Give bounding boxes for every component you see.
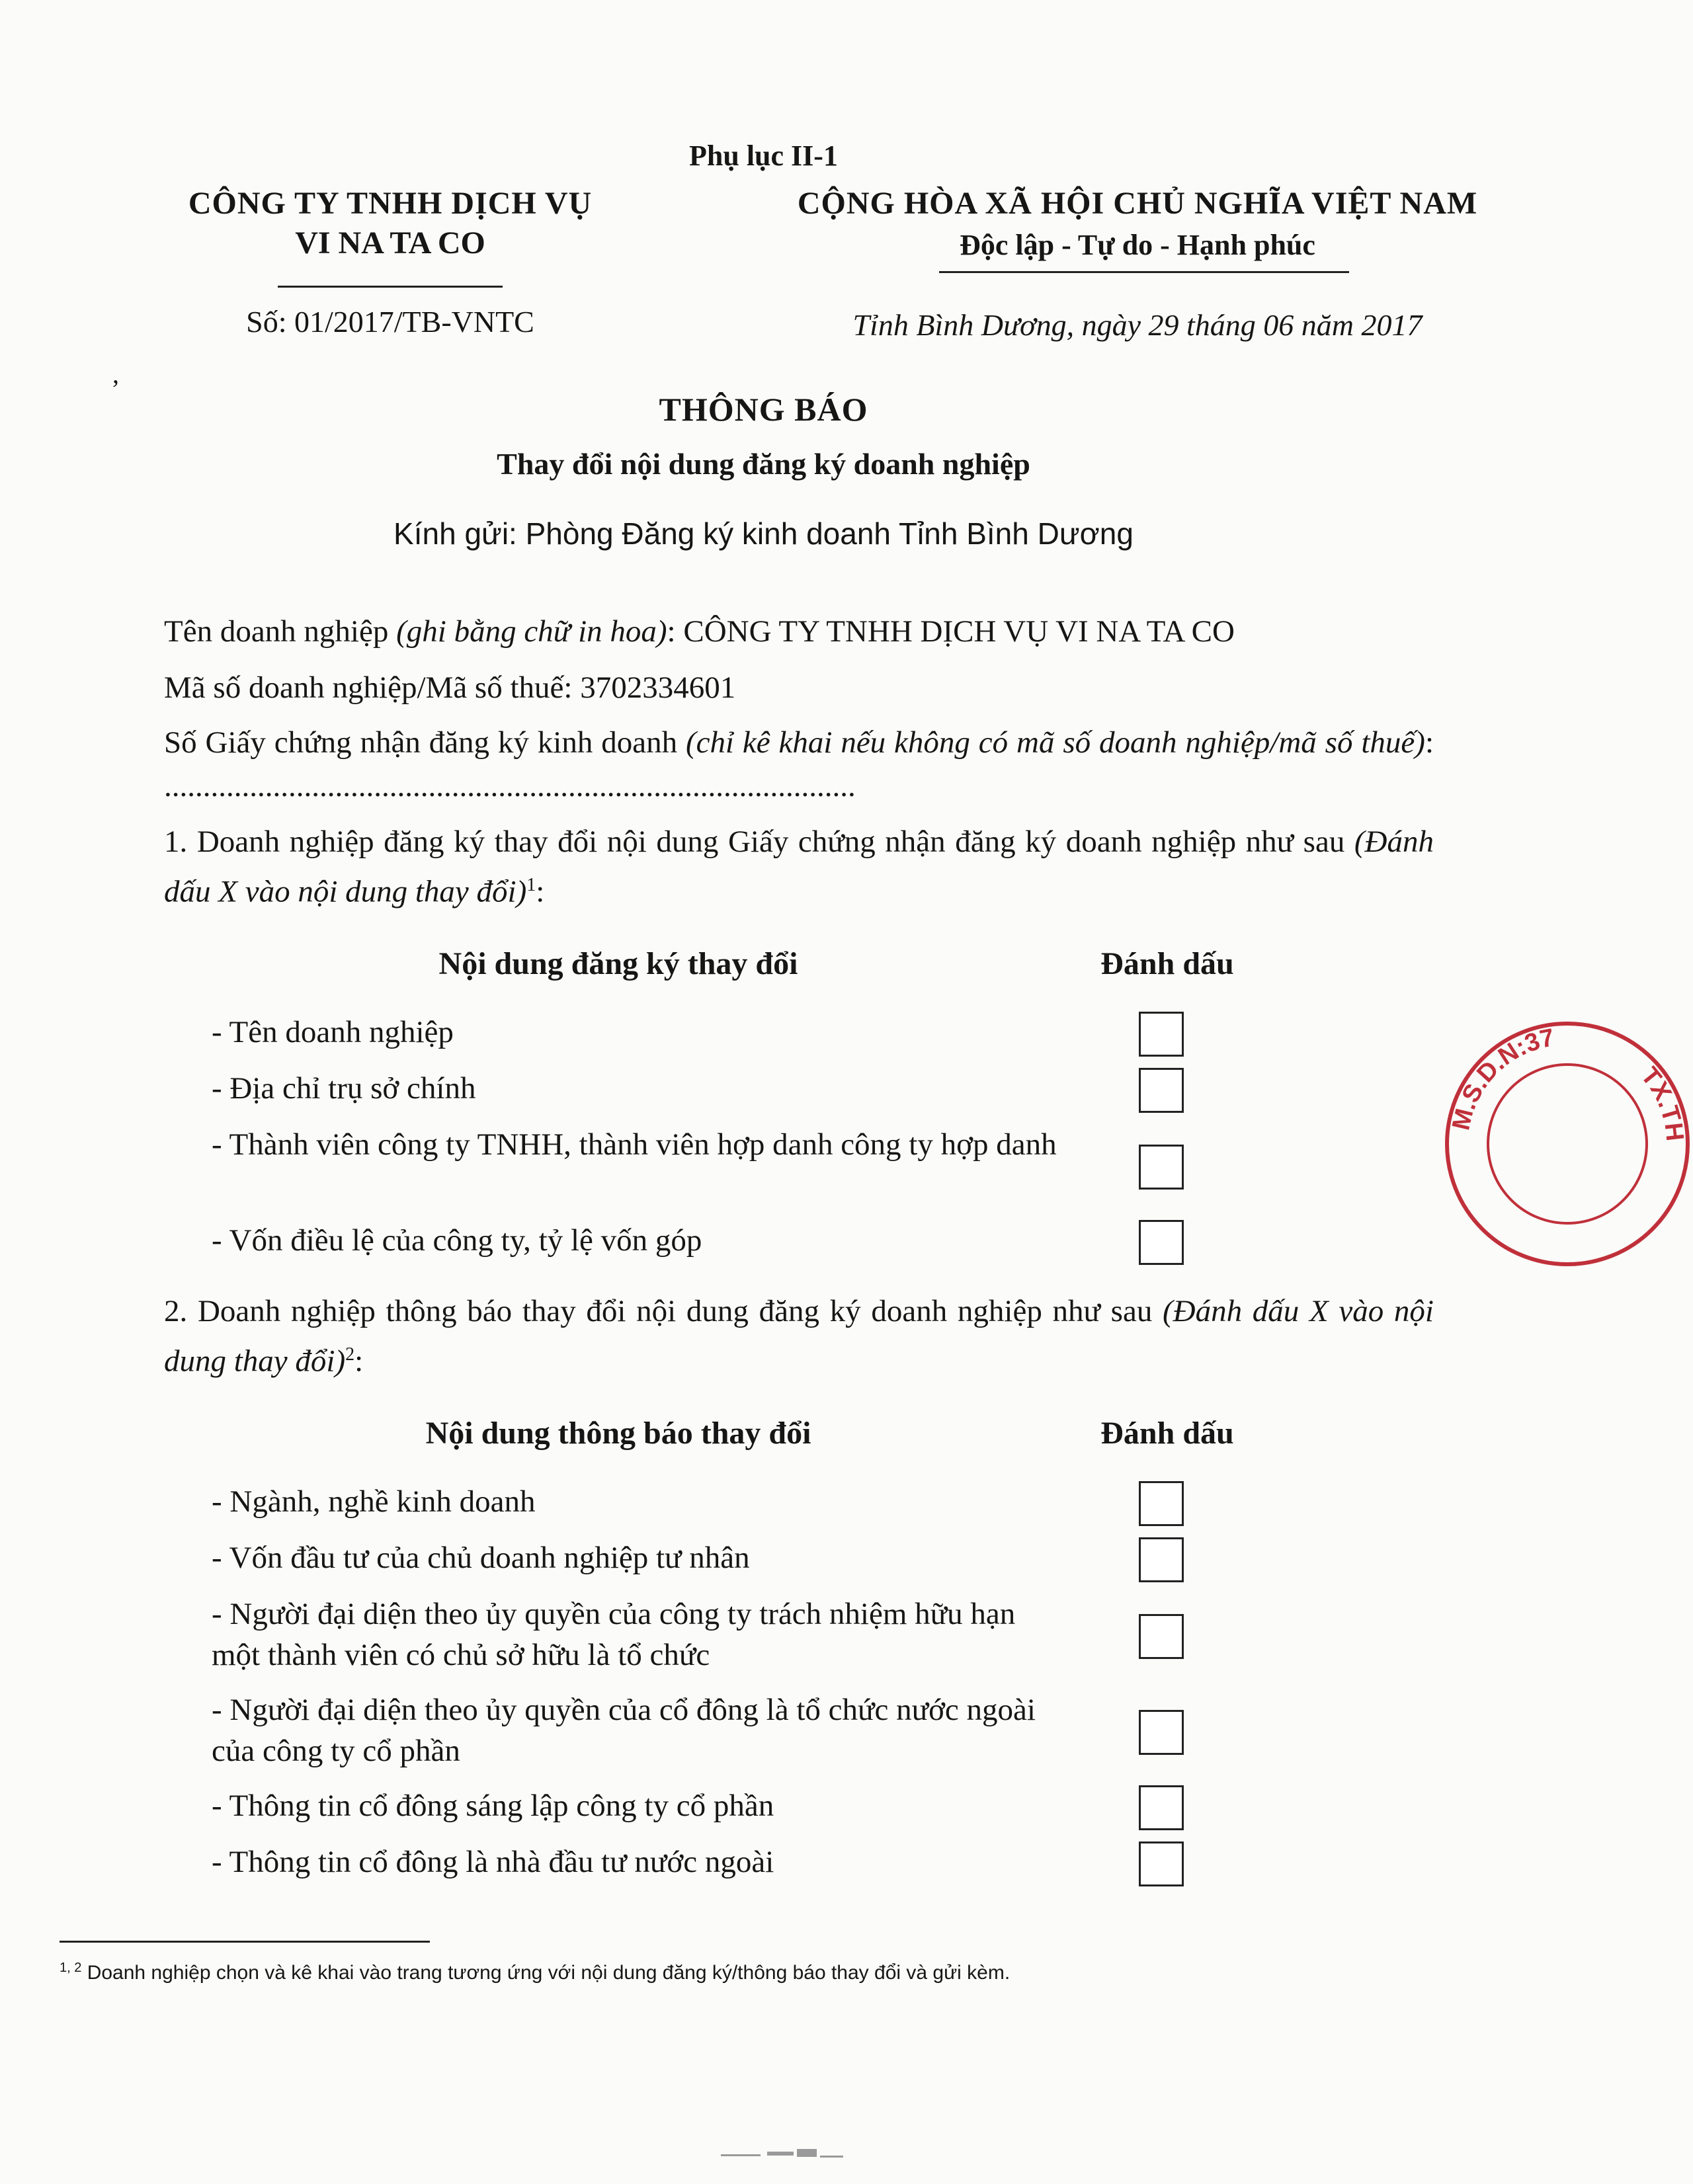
tax-code-field: Mã số doanh nghiệp/Mã số thuế: 3702334601 [164,670,736,705]
mark-checkbox[interactable] [1139,1068,1184,1113]
section-2-hint: (Đánh dấu X vào nội dung thay đổi) [164,1294,1434,1379]
table-2-header-content: Nội dung thông báo thay đổi [425,1416,811,1451]
section-2-text: 2. Doanh nghiệp thông báo thay đổi nội dung đăng ký doanh nghiệp như sau [164,1294,1163,1328]
checklist-item-label: - Thành viên công ty TNHH, thành viên hợp danh công ty hợp danh [212,1127,1057,1162]
mark-checkbox[interactable] [1139,1220,1184,1265]
checklist-item-label: - Tên doanh nghiệp [212,1015,454,1049]
certificate-value: : ......................................................................................... [164,725,1434,803]
svg-text:M.S.D.N:37 [1447,1024,1556,1133]
table-2-header-mark: Đánh dấu [1100,1416,1234,1451]
company-name-line1: CÔNG TY TNHH DỊCH VỤ [188,186,593,221]
motto-underline [939,271,1349,273]
company-name-value: : CÔNG TY TNHH DỊCH VỤ VI NA TA CO [667,614,1235,649]
notice-subtitle: Thay đổi nội dung đăng ký doanh nghiệp [497,447,1030,481]
footnote-ref-2: 2 [345,1344,355,1365]
company-divider [278,286,503,288]
checklist-item-label: - Vốn điều lệ của công ty, tỷ lệ vốn góp [212,1223,702,1258]
scan-mark: ʼ [111,374,120,404]
notice-title: THÔNG BÁO [659,391,868,428]
company-name-line2: VI NA TA CO [295,225,485,261]
national-title: CỘNG HÒA XÃ HỘI CHỦ NGHĨA VIỆT NAM [797,186,1478,221]
certificate-number-field [164,721,1434,808]
seal-text-lower: TX.TH [1635,1062,1689,1143]
checklist-item-label: - Người đại diện theo ủy quyền của cổ đông là tổ chức nước ngoài của công ty cổ phần [212,1693,1036,1768]
footnote-ref-1: 1 [526,875,536,895]
checklist-item-label: - Địa chỉ trụ sở chính [212,1071,476,1106]
company-name-field [164,608,1235,655]
company-name-label: Tên doanh nghiệp [164,614,397,649]
company-seal [1442,1018,1689,1270]
mark-checkbox[interactable] [1139,1012,1184,1057]
section-2-colon: : [354,1344,364,1379]
footnote-divider [60,1941,430,1943]
checklist-item-label: - Ngành, nghề kinh doanh [212,1484,536,1519]
seal-text-upper: M.S.D.N:37 [1447,1024,1557,1133]
checklist-item-label: - Người đại diện theo ủy quyền của công ty trách nhiệm hữu hạn một thành viên có chủ sở hữu là tổ chức [212,1597,1016,1672]
mark-checkbox[interactable] [1139,1841,1184,1886]
seal-graphic [1442,1018,1693,1270]
mark-checkbox[interactable] [1139,1481,1184,1526]
section-1-hint: (Đánh dấu X vào nội dung thay đổi) [164,825,1434,909]
scan-artifact [714,2142,860,2169]
national-motto: Độc lập - Tự do - Hạnh phúc [960,229,1315,261]
document-number: Số: 01/2017/TB-VNTC [246,305,534,339]
appendix-label: Phụ lục II-1 [689,140,838,172]
footnote-text: Doanh nghiệp chọn và kê khai vào trang tương ứng với nội dung đăng ký/thông báo thay đổi và gửi kèm. [81,1962,1011,1984]
footnote [60,1961,1010,1984]
certificate-label: Số Giấy chứng nhận đăng ký kinh doanh [164,725,686,760]
section-1-text: 1. Doanh nghiệp đăng ký thay đổi nội dung Giấy chứng nhận đăng ký doanh nghiệp như sau [164,825,1354,859]
checklist-item-label: - Vốn đầu tư của chủ doanh nghiệp tư nhân [212,1541,750,1575]
table-1-header-content: Nội dung đăng ký thay đổi [438,946,798,981]
section-1-colon: : [536,874,545,909]
mark-checkbox[interactable] [1139,1710,1184,1755]
company-name-hint: (ghi bằng chữ in hoa) [396,614,667,649]
section-2-intro [164,1289,1434,1383]
mark-checkbox[interactable] [1139,1145,1184,1190]
recipient-line: Kính gửi: Phòng Đăng ký kinh doanh Tỉnh Bình Dương [393,516,1134,551]
mark-checkbox[interactable] [1139,1614,1184,1659]
footnote-marks: 1, 2 [60,1961,82,1975]
certificate-hint: (chỉ kê khai nếu không có mã số doanh nghiệp/mã số thuế) [685,725,1425,760]
checklist-item-label: - Thông tin cổ đông là nhà đầu tư nước ngoài [212,1845,774,1879]
mark-checkbox[interactable] [1139,1785,1184,1830]
mark-checkbox[interactable] [1139,1537,1184,1582]
checklist-item-label: - Thông tin cổ đông sáng lập công ty cổ phần [212,1789,774,1823]
table-1-header-mark: Đánh dấu [1100,946,1234,981]
section-1-intro [164,820,1434,914]
place-and-date: Tỉnh Bình Dương, ngày 29 tháng 06 năm 2017 [852,308,1423,342]
